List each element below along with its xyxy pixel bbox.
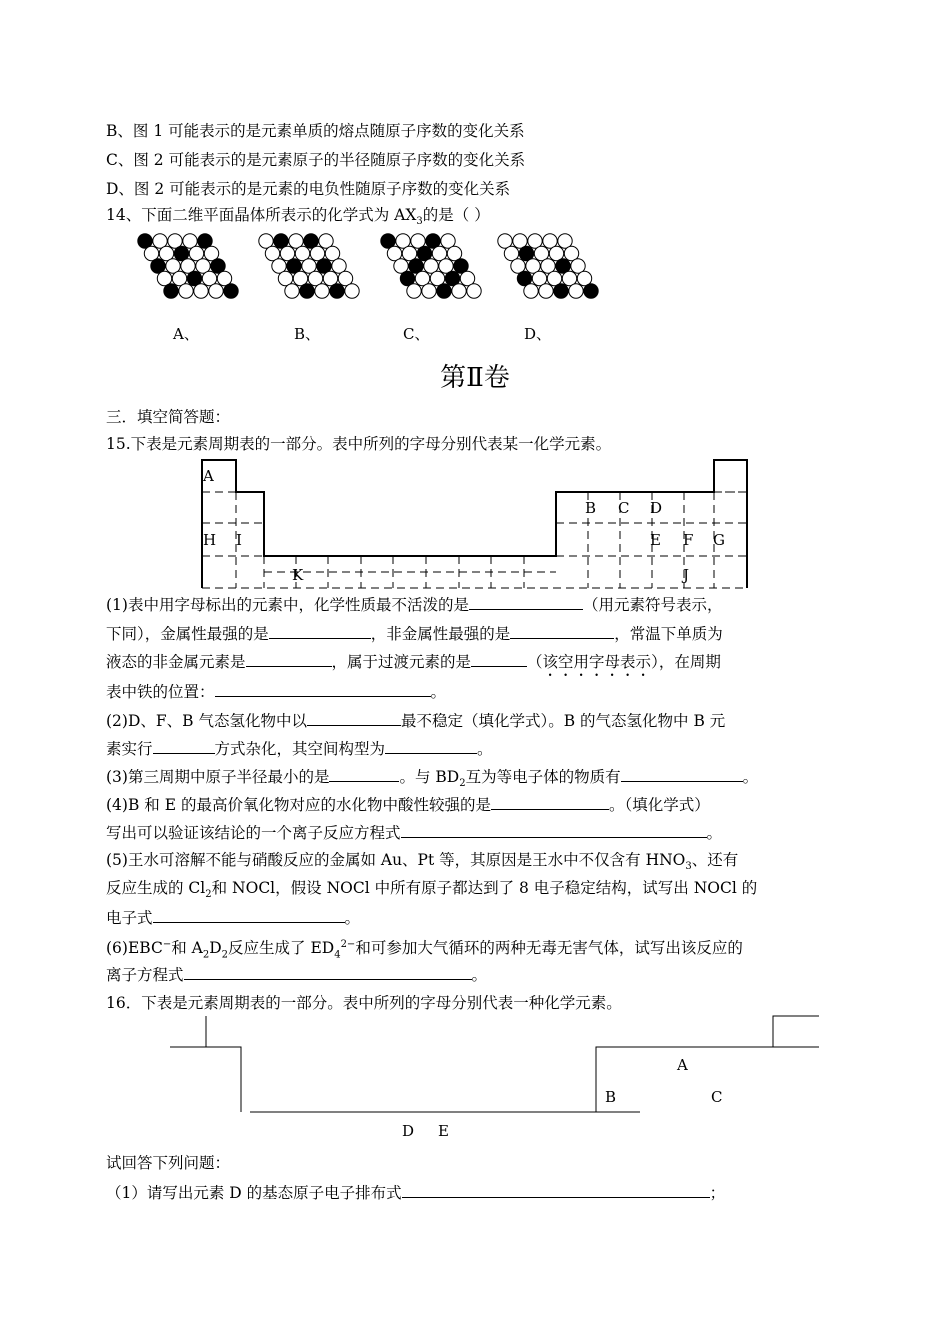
q15-part6-line1: (6)EBC−和 $A_2D_2$反应生成了 $ED_4^{2-}$和可参加大气循环的两种无毒无害气体，试写出该反应的 [106,939,743,961]
filled-atom-icon [300,284,314,298]
answer-blank[interactable] [246,650,332,667]
empty-atom-icon [422,284,436,298]
answer-blank[interactable] [269,622,371,639]
q15-part2-line1: (2)D、F、B 气态氢化物中以 最不稳定（填化学式）。B 的气态氢化物中 B 元 [106,709,725,731]
q16-periodic-table [0,1010,950,1145]
q15-stem: 15.下表是元素周期表的一部分。表中所列的字母分别代表某一化学元素。 [106,435,612,453]
q16-part1: （1）请写出元素 D 的基态原子电子排布式 ； [106,1181,725,1203]
q15-part4-line1: (4)B 和 E 的最高价氧化物对应的水化物中酸性较强的是 。（填化学式） [106,793,710,815]
q13-option-d: D、图 2 可能表示的是元素的电负性随原子序数的变化关系 [106,180,511,198]
q15-part1-line4: 表中铁的位置： 。 [106,680,446,702]
answer-blank[interactable] [329,765,399,782]
answer-blank[interactable] [215,680,431,697]
q15-letter-h: H [203,531,217,549]
q13-option-b: B、图 1 可能表示的是元素单质的熔点随原子序数的变化关系 [106,122,525,140]
filled-atom-icon [224,284,238,298]
q15-letter-d: D [650,499,663,517]
empty-atom-icon [524,284,538,298]
answer-blank[interactable] [153,906,345,923]
empty-atom-icon [345,284,359,298]
q15-letter-e: E [650,531,661,549]
answer-blank[interactable] [153,737,215,754]
q13-option-c: C、图 2 可能表示的是元素原子的半径随原子序数的变化关系 [106,151,526,169]
answer-blank[interactable] [469,593,583,610]
q16-letter-d: D [402,1122,415,1140]
q16-letter-e: E [438,1122,449,1140]
filled-atom-icon [554,284,568,298]
filled-atom-icon [584,284,598,298]
q15-part6-line2: 离子方程式 。 [106,963,487,985]
q16-ask: 试回答下列问题： [106,1154,231,1172]
section-title: 第Ⅱ卷 [440,363,510,393]
q15-part5-line1: (5)王水可溶解不能与硝酸反应的金属如 Au、Pt 等，其原因是王水中不仅含有 $HNO_3$、还有 [106,851,739,873]
q15-letter-a: A [203,467,214,485]
section-heading: 三．填空简答题： [106,408,231,426]
q15-part3: (3)第三周期中原子半径最小的是 。与 $BD_2$互为等电子体的物质有 。 [106,765,758,794]
q14-choice-d: D、 [524,325,552,343]
q14-choice-b: B、 [294,325,321,343]
q16-stem: 16．下表是元素周期表的一部分。表中所列的字母分别代表一种化学元素。 [106,994,622,1012]
empty-atom-icon [179,284,193,298]
q14-choice-a: A、 [173,325,199,343]
q15-letter-c: C [618,499,630,517]
answer-blank[interactable] [491,793,609,810]
q15-part1-line1: (1)表中用字母标出的元素中，化学性质最不活泼的是 （用元素符号表示， [106,593,722,615]
filled-atom-icon [164,284,178,298]
answer-blank[interactable] [385,737,477,754]
q15-letter-g: G [713,531,725,549]
empty-atom-icon [539,284,553,298]
empty-atom-icon [467,284,481,298]
q15-part5-line3: 电子式 。 [106,906,360,928]
q15-part1-line3: 液态的非金属元素是 ，属于过渡元素的是 （该空用字母表示），在周期 [106,650,721,680]
answer-blank[interactable] [307,709,401,726]
crystal-diagrams [0,228,950,308]
q16-letter-b: B [605,1088,617,1106]
answer-blank[interactable] [621,765,743,782]
q15-periodic-table [0,450,950,595]
q15-letter-j: J [683,566,690,584]
filled-atom-icon [330,284,344,298]
q15-letter-b: B [585,499,597,517]
q16-letter-c: C [711,1088,723,1106]
empty-atom-icon [209,284,223,298]
empty-atom-icon [452,284,466,298]
answer-blank[interactable] [401,821,707,838]
q15-letter-f: F [683,531,694,549]
empty-atom-icon [285,284,299,298]
q14-choice-c: C、 [403,325,430,343]
answer-blank[interactable] [510,622,614,639]
q15-part4-line2: 写出可以验证该结论的一个离子反应方程式 。 [106,821,722,843]
empty-atom-icon [569,284,583,298]
q16-letter-a: A [677,1056,688,1074]
answer-blank[interactable] [402,1181,710,1198]
empty-atom-icon [407,284,421,298]
q15-part2-line2: 素实行 方式杂化，其空间构型为 。 [106,737,493,759]
q15-part5-line2: 反应生成的 $Cl_2$和 NOCl，假设 NOCl 中所有原子都达到了 8 电子稳定结构，试写出 NOCl 的 [106,879,758,901]
empty-atom-icon [315,284,329,298]
q15-letter-i: I [236,531,242,549]
answer-blank[interactable] [471,650,527,667]
answer-blank[interactable] [184,963,472,980]
empty-atom-icon [194,284,208,298]
filled-atom-icon [437,284,451,298]
q15-part1-line2: 下同），金属性最强的是 ，非金属性最强的是 ，常温下单质为 [106,622,723,644]
q14-stem: 14、下面二维平面晶体所表示的化学式为 $AX_3$的是（ ） [106,206,490,228]
q15-letter-k: K [292,566,304,584]
